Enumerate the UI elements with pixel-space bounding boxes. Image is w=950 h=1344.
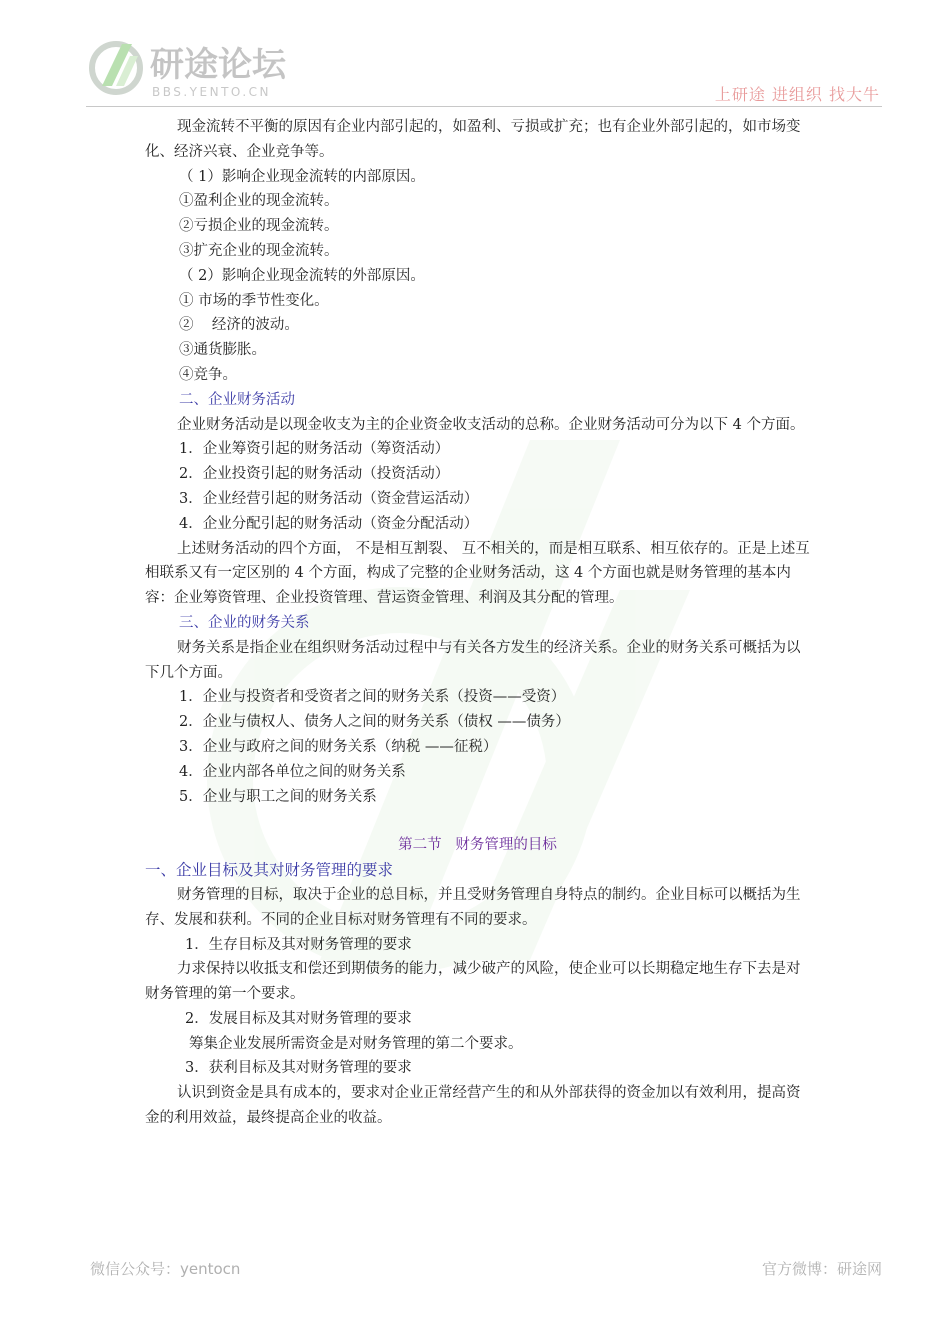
list-item: ③扩充企业的现金流转。 <box>179 242 339 259</box>
subheading: 1．生存目标及其对财务管理的要求 <box>185 936 412 953</box>
paragraph: 现金流转不平衡的原因有企业内部引起的，如盈利、亏损或扩充；也有企业外部引起的，如市场变化、经济兴衰、企业竞争等。 <box>145 119 801 160</box>
paragraph: 财务关系是指企业在组织财务活动过程中与有关各方发生的经济关系。企业的财务关系可概括为以下几个方面。 <box>145 639 801 681</box>
list-item: 2．企业投资引起的财务活动（投资活动） <box>179 466 450 483</box>
list-item: 4．企业分配引起的财务活动（资金分配活动） <box>179 515 479 532</box>
list-item: 3．企业与政府之间的财务关系（纳税 ——征税） <box>179 738 498 755</box>
section-heading: 二、企业财务活动 <box>179 391 295 408</box>
list-item: ③通货膨胀。 <box>179 342 266 359</box>
list-item: ②亏损企业的现金流转。 <box>179 218 339 235</box>
paragraph: 上述财务活动的四个方面， 不是相互割裂、 互不相关的，而是相互联系、相互依存的。正是上述互相联系又有一定区别的 4 个方面，构成了完整的企业财务活动，这 4 个方面也就是财务管理的基本内容：企业筹资管理、企业投资管理、营运资金管理、利润及其分配的管理。 <box>145 540 810 607</box>
paragraph: 力求保持以收抵支和偿还到期债务的能力，减少破产的风险，使企业可以长期稳定地生存下去是对财务管理的第一个要求。 <box>145 961 801 1003</box>
yento-logo <box>86 36 336 100</box>
paragraph: （ 1）影响企业现金流转的内部原因。 <box>179 168 425 185</box>
header-divider <box>86 106 882 107</box>
section-heading: 一、企业目标及其对财务管理的要求 <box>145 861 394 880</box>
footer-wechat: 微信公众号：yentocn <box>90 1260 241 1278</box>
list-item: ① 市场的季节性变化。 <box>179 292 329 309</box>
paragraph: 财务管理的目标，取决于企业的总目标，并且受财务管理自身特点的制约。企业目标可以概括为生存、发展和获利。不同的企业目标对财务管理有不同的要求。 <box>145 886 801 928</box>
logo-subtext: BBS.YENTO.CN <box>152 85 272 99</box>
list-item: 2．企业与债权人、债务人之间的财务关系（债权 ——债务） <box>179 714 570 731</box>
header-slogan: 上研途 进组织 找大牛 <box>714 85 880 104</box>
list-item: ④竞争。 <box>179 366 237 383</box>
footer-weibo: 官方微博：研途网 <box>761 1260 882 1278</box>
list-item: 3．企业经营引起的财务活动（资金营运活动） <box>179 490 479 507</box>
list-item: 5．企业与职工之间的财务关系 <box>179 788 377 805</box>
subheading: 2．发展目标及其对财务管理的要求 <box>185 1010 412 1027</box>
logo-mark-icon <box>92 44 140 92</box>
chapter-section-title: 第二节 财务管理的目标 <box>398 837 557 854</box>
paragraph: 企业财务活动是以现金收支为主的企业资金收支活动的总称。企业财务活动可分为以下 4 个方面。 <box>177 416 805 433</box>
list-item: 1．企业筹资引起的财务活动（筹资活动） <box>179 441 450 458</box>
list-item: 4．企业内部各单位之间的财务关系 <box>179 763 406 780</box>
list-item: ①盈利企业的现金流转。 <box>179 193 339 210</box>
subheading: 3．获利目标及其对财务管理的要求 <box>185 1060 412 1077</box>
paragraph: （ 2）影响企业现金流转的外部原因。 <box>179 267 425 284</box>
section-heading: 三、企业的财务关系 <box>179 614 310 631</box>
paragraph: 认识到资金是具有成本的，要求对企业正常经营产生的和从外部获得的资金加以有效利用，提高资金的利用效益，最终提高企业的收益。 <box>145 1085 801 1127</box>
document-body <box>145 115 810 1131</box>
logo-text: 研途论坛 <box>150 45 286 85</box>
list-item: 1．企业与投资者和受资者之间的财务关系（投资——受资） <box>179 689 566 706</box>
list-item: ② 经济的波动。 <box>179 317 299 334</box>
paragraph: 筹集企业发展所需资金是对财务管理的第二个要求。 <box>189 1035 523 1052</box>
